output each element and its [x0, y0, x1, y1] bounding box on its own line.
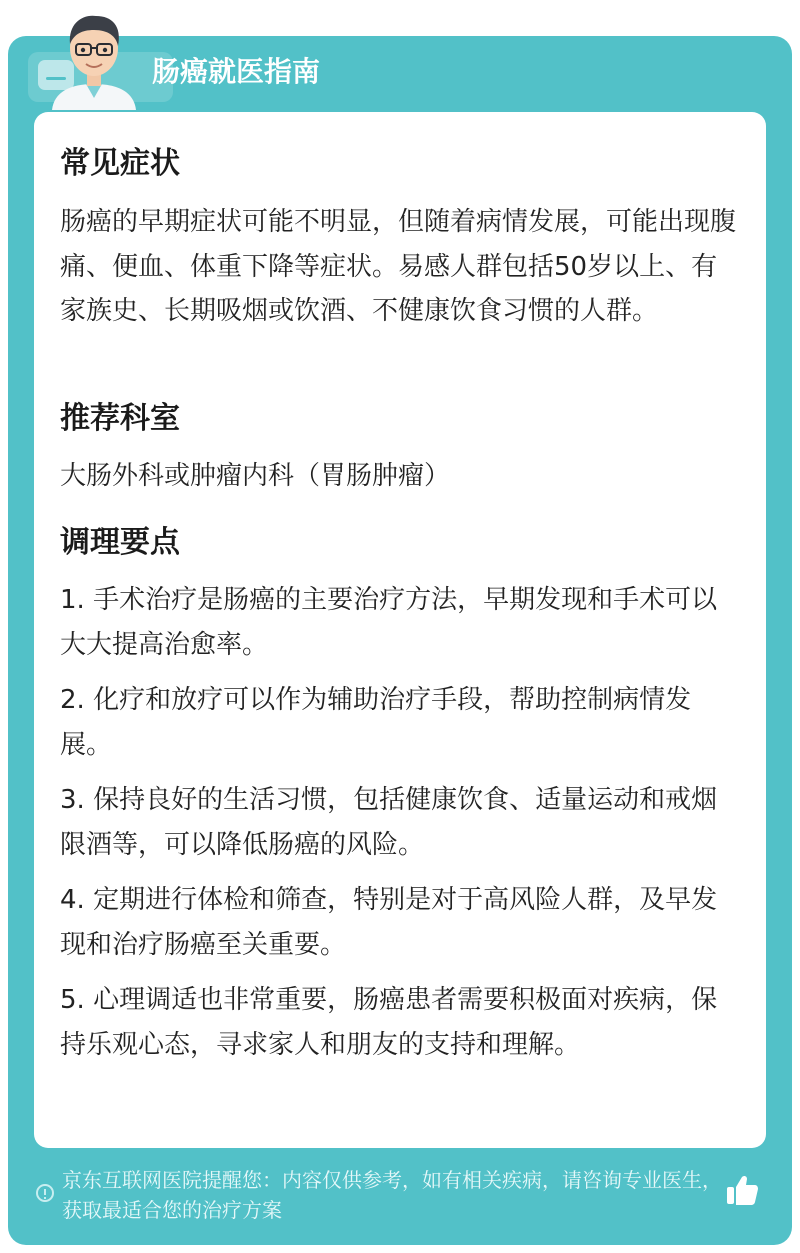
thumbs-up-icon[interactable]: [724, 1172, 760, 1208]
footer-disclaimer: 京东互联网医院提醒您：内容仅供参考，如有相关疾病，请咨询专业医生，获取最适合您的治疗方案: [62, 1168, 722, 1222]
info-icon: [36, 1184, 54, 1202]
department-paragraph: 大肠外科或肿瘤内科（胃肠肿瘤）: [60, 461, 451, 491]
symptoms-paragraph: 肠癌的早期症状可能不明显，但随着病情发展，可能出现腹痛、便血、体重下降等症状。易感人群包括50岁以上、有家族史、长期吸烟或饮酒、不健康饮食习惯的人群。: [60, 207, 737, 326]
care-item: 2. 化疗和放疗可以作为辅助治疗手段，帮助控制病情发展。: [60, 685, 692, 760]
section-title-care: 调理要点: [60, 525, 180, 560]
care-item: 3. 保持良好的生活习惯，包括健康饮食、适量运动和戒烟限酒等，可以降低肠癌的风险。: [60, 785, 718, 860]
care-item: 4. 定期进行体检和筛查，特别是对于高风险人群，及早发现和治疗肠癌至关重要。: [60, 885, 718, 960]
page-title: 肠癌就医指南: [152, 55, 321, 88]
care-item: 1. 手术治疗是肠癌的主要治疗方法，早期发现和手术可以大大提高治愈率。: [60, 585, 718, 660]
section-title-department: 推荐科室: [60, 401, 180, 436]
care-item: 5. 心理调适也非常重要，肠癌患者需要积极面对疾病，保持乐观心态，寻求家人和朋友的支持和理解。: [60, 985, 718, 1060]
doctor-avatar: [46, 6, 142, 110]
section-title-symptoms: 常见症状: [60, 146, 180, 181]
content-card: [34, 112, 766, 1148]
